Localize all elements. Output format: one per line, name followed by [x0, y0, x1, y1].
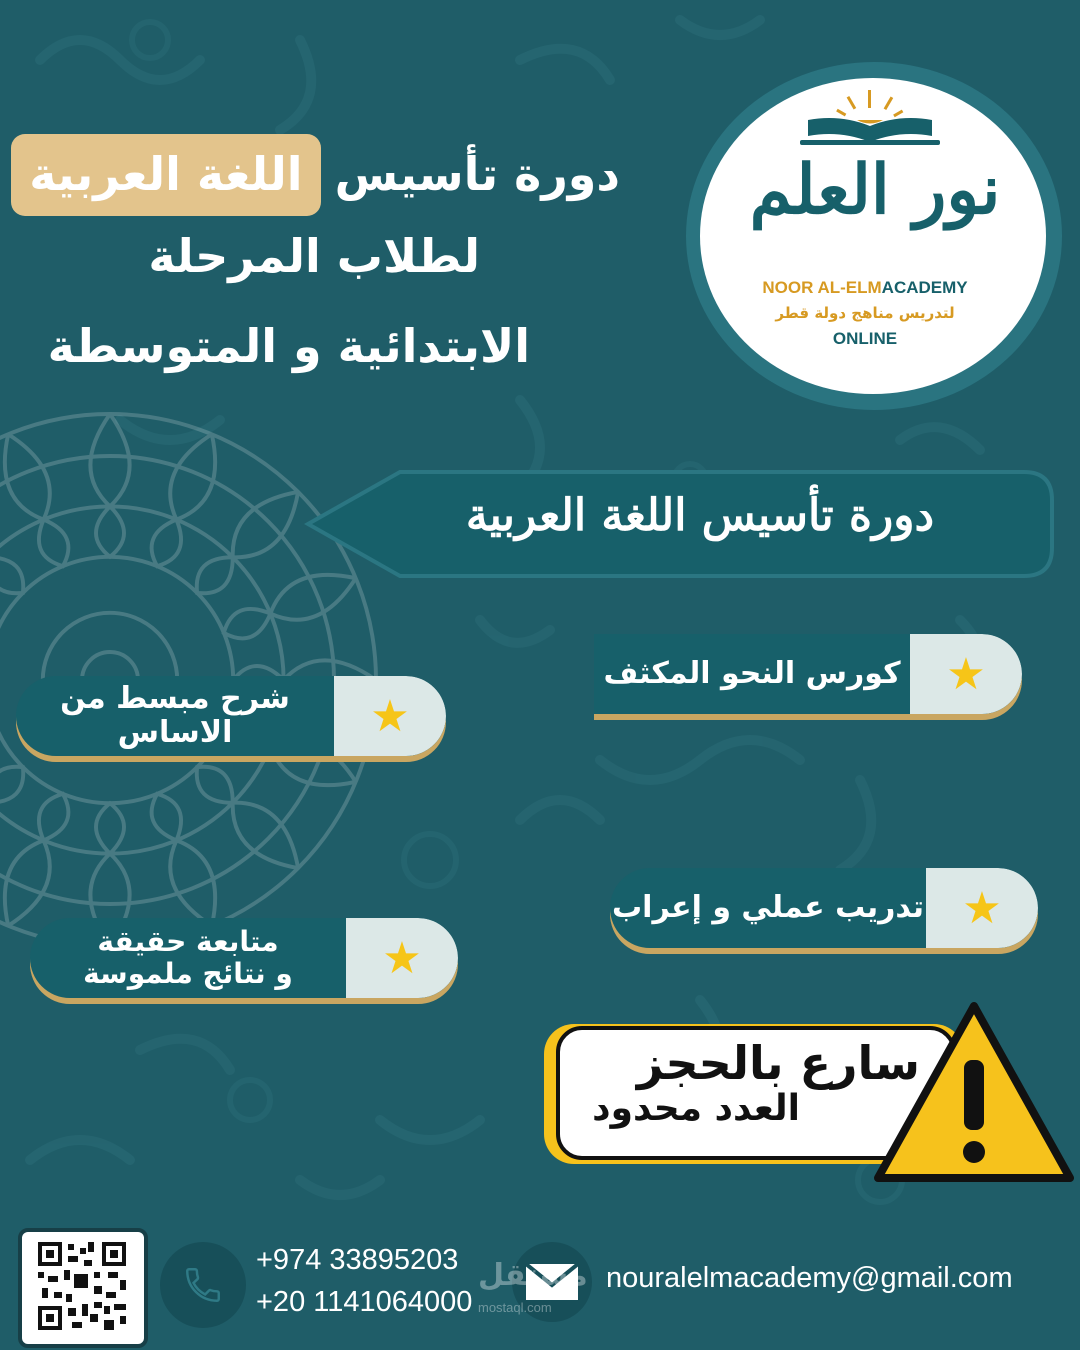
- feature-practical-training: [610, 868, 1038, 948]
- feature-nahw-course: [594, 634, 1022, 714]
- phone-number-qatar[interactable]: +974 33895203: [256, 1244, 459, 1276]
- open-book-icon: [790, 90, 950, 150]
- banner-title: دورة تأسيس اللغة العربية: [465, 490, 935, 541]
- watermark-arabic: مستقل: [478, 1258, 588, 1293]
- phone-number-egypt[interactable]: +20 1141064000: [256, 1286, 473, 1318]
- phone-icon[interactable]: [160, 1242, 246, 1328]
- logo-arabic-name: نور العلم: [749, 150, 1001, 230]
- warning-triangle-icon: [872, 1000, 1076, 1184]
- star-icon: ★: [910, 634, 1022, 714]
- feature-label: كورس النحو المكثف: [603, 655, 901, 691]
- warning-subtitle: العدد محدود: [592, 1088, 800, 1129]
- heading-prefix: دورة تأسيس: [334, 147, 620, 201]
- feature-simple-explanation: [16, 676, 446, 756]
- email-address[interactable]: nouralelmacademy@gmail.com: [606, 1262, 1013, 1294]
- feature-label: شرح مبسط من الاساس: [60, 680, 290, 750]
- feature-label-line-2: و نتائج ملموسة: [83, 957, 293, 990]
- logo-noor-text: NOOR AL-ELM: [762, 278, 882, 297]
- feature-label: [30, 918, 346, 998]
- star-icon: ★: [346, 918, 458, 998]
- logo-english-name: [740, 278, 990, 298]
- logo-academy-text: ACADEMY: [881, 278, 968, 297]
- logo-subtitle: لتدريس مناهج دولة قطر: [775, 304, 955, 322]
- feature-label: تدريب عملي و إعراب: [612, 889, 924, 925]
- heading-highlight: اللغة العربية: [11, 134, 320, 216]
- heading-line-3: الابتدائية و المتوسطة: [47, 319, 530, 373]
- qr-code-icon[interactable]: [18, 1228, 148, 1348]
- watermark-latin: mostaql.com: [478, 1300, 552, 1315]
- feature-follow-up: [30, 918, 458, 998]
- heading-line-1: [11, 134, 620, 216]
- star-icon: ★: [926, 868, 1038, 948]
- star-icon: ★: [334, 676, 446, 756]
- warning-title: سارع بالحجز: [636, 1036, 920, 1090]
- heading-line-2: لطلاب المرحلة: [148, 229, 480, 283]
- feature-label-line-1: متابعة حقيقة: [97, 924, 279, 958]
- logo-online: ONLINE: [832, 329, 898, 348]
